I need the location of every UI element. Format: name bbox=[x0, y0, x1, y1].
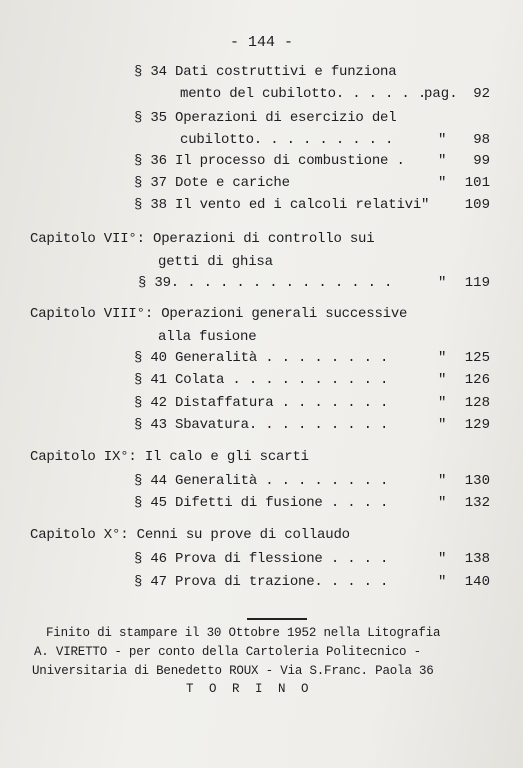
toc-page-number: 128 bbox=[464, 395, 490, 411]
toc-page-number: 109 bbox=[464, 197, 490, 213]
toc-page-number: 130 bbox=[464, 473, 490, 489]
page-number: - 144 - bbox=[229, 34, 293, 51]
toc-entry: getti di ghisa bbox=[158, 254, 273, 270]
toc-entry: § 47 Prova di trazione. . . . . bbox=[134, 574, 389, 590]
toc-entry: Capitolo IX°: Il calo e gli scarti bbox=[30, 449, 309, 465]
toc-entry: cubilotto. . . . . . . . . bbox=[180, 132, 394, 148]
toc-entry: § 40 Generalità . . . . . . . . bbox=[134, 350, 389, 366]
toc-ditto-mark: " bbox=[438, 417, 447, 433]
toc-entry: § 45 Difetti di fusione . . . . bbox=[134, 495, 389, 511]
toc-entry: § 36 Il processo di combustione . bbox=[134, 153, 405, 169]
toc-entry: § 39. . . . . . . . . . . . . . bbox=[138, 275, 393, 291]
toc-ditto-mark: " bbox=[438, 132, 447, 148]
toc-ditto-mark: " bbox=[438, 350, 447, 366]
toc-page-number: 140 bbox=[464, 574, 490, 590]
toc-entry: § 44 Generalità . . . . . . . . bbox=[134, 473, 389, 489]
toc-page-number: 129 bbox=[464, 417, 490, 433]
colophon-line: A. VIRETTO - per conto della Cartoleria Politecnico - bbox=[34, 645, 421, 659]
toc-ditto-mark: " bbox=[438, 395, 447, 411]
toc-ditto-mark: " bbox=[438, 275, 447, 291]
toc-ditto-mark: " bbox=[438, 574, 447, 590]
toc-page-number: 98 bbox=[473, 132, 490, 148]
toc-entry: § 37 Dote e cariche bbox=[134, 175, 290, 191]
toc-entry: Capitolo VIII°: Operazioni generali successive bbox=[30, 306, 408, 322]
toc-entry: alla fusione bbox=[158, 329, 257, 345]
toc-entry: § 35 Operazioni di esercizio del bbox=[134, 110, 397, 126]
toc-entry: Capitolo X°: Cenni su prove di collaudo bbox=[30, 527, 350, 543]
toc-page-number: 99 bbox=[473, 153, 490, 169]
toc-entry: § 41 Colata . . . . . . . . . . bbox=[134, 372, 389, 388]
toc-page-number: 126 bbox=[464, 372, 490, 388]
toc-entry: Capitolo VII°: Operazioni di controllo sui bbox=[30, 231, 375, 247]
toc-page-number: 101 bbox=[464, 175, 490, 191]
toc-ditto-mark: " bbox=[438, 551, 447, 567]
toc-entry: mento del cubilotto. . . . . . bbox=[180, 86, 427, 102]
colophon-line: T O R I N O bbox=[186, 682, 313, 696]
toc-entry: § 43 Sbavatura. . . . . . . . . bbox=[134, 417, 389, 433]
toc-page-number: 119 bbox=[464, 275, 490, 291]
toc-page-number: 138 bbox=[464, 551, 490, 567]
toc-entry: § 38 Il vento ed i calcoli relativi" bbox=[134, 197, 430, 213]
toc-ditto-mark: " bbox=[438, 495, 447, 511]
toc-ditto-mark: " bbox=[438, 473, 447, 489]
toc-ditto-mark: " bbox=[438, 372, 447, 388]
toc-entry: § 34 Dati costruttivi e funziona bbox=[134, 64, 397, 80]
toc-ditto-mark: pag. bbox=[424, 86, 458, 102]
toc-ditto-mark: " bbox=[438, 175, 447, 191]
toc-page-number: 132 bbox=[464, 495, 490, 511]
colophon-line: Universitaria di Benedetto ROUX - Via S.Franc. Paola 36 bbox=[32, 664, 434, 678]
toc-entry: § 46 Prova di flessione . . . . bbox=[134, 551, 389, 567]
toc-page-number: 92 bbox=[473, 86, 490, 102]
separator-rule bbox=[247, 618, 307, 620]
toc-ditto-mark: " bbox=[438, 153, 447, 169]
colophon-line: Finito di stampare il 30 Ottobre 1952 nella Litografia bbox=[46, 626, 441, 640]
toc-entry: § 42 Distaffatura . . . . . . . bbox=[134, 395, 389, 411]
toc-page-number: 125 bbox=[464, 350, 490, 366]
